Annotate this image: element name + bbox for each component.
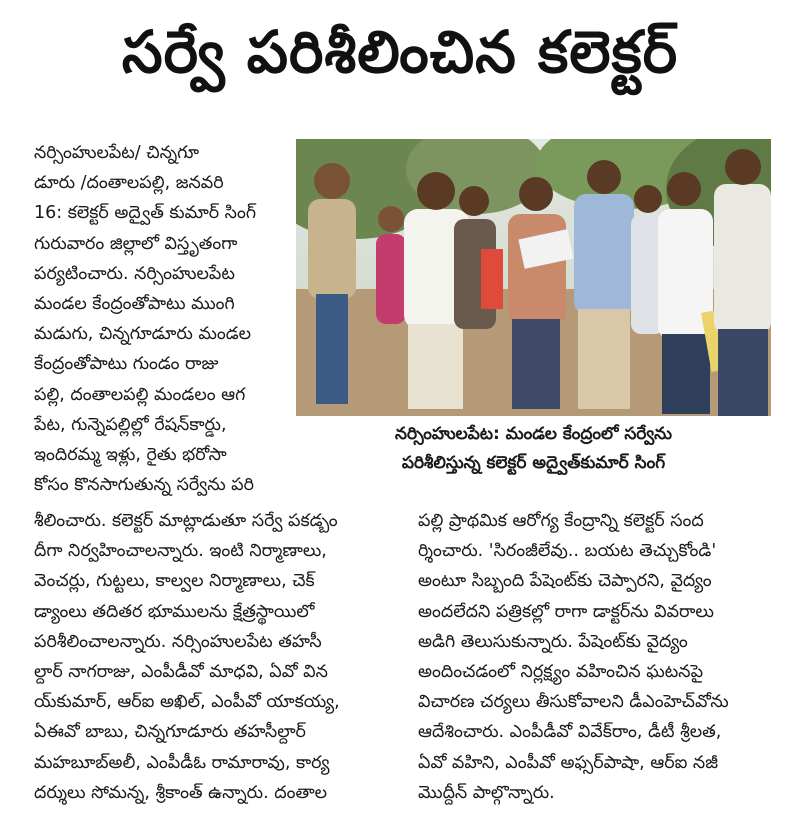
article-line: ర్శించారు. 'సిరంజీలేవు.. బయట తెచ్చుకోండి' [418,541,717,562]
photo-illustration [296,139,771,416]
article-line: నర్సింహులపేట/ చిన్నగూ [34,143,200,163]
article-line: కేంద్రంతోపాటు గుండం రాజు [34,354,219,375]
article-column-top [34,138,284,500]
article-line: పేట, గున్నెపల్లిల్లో రేషన్‌కార్డు, [34,414,227,435]
article-line: మండల కేంద్రంతోపాటు ముంగి [34,294,235,315]
article-line: 16: కలెక్టర్ అద్వైత్ కుమార్ సింగ్ [34,203,257,224]
article-line: డూరు /దంతాలపల్లి, జనవరి [34,173,224,194]
news-photo [296,139,771,416]
caption-line-1: నర్సింహులపేట: మండల కేంద్రంలో సర్వేను [395,424,672,444]
article-column-left [34,506,404,808]
article-line: పరిశీలించాలన్నారు. నర్సింహులపేట తహసీ [34,631,322,652]
article-line: య్‌కుమార్, ఆర్‌ఐ అఖిల్, ఎంపీవో యాకయ్య, [34,692,340,713]
article-line: దర్శులు సోమన్న, శ్రీకాంత్ ఉన్నారు. దంతాల [34,782,327,803]
article-line: డ్యాంలు తదితర భూములను క్షేత్రస్థాయిలో [34,601,315,622]
article-line: పల్లి, దంతాలపల్లి మండలం ఆగ [34,384,246,405]
article-line: గురువారం జిల్లాలో విస్తృతంగా [34,233,238,254]
article-line: పల్లి ప్రాథమిక ఆరోగ్య కేంద్రాన్ని కలెక్టర్ సంద [418,511,704,531]
article-line: అడిగి తెలుసుకున్నారు. పేషెంట్‌కు వైద్యం [418,631,688,652]
article-line: శీలించారు. కలెక్టర్ మాట్లాడుతూ సర్వే పకడ్బం [34,511,338,531]
article-line: ఆదేశించారు. ఎంపీడీవో వివేక్‌రాం, డీటీ శ్రీలత, [418,722,722,743]
article-line: ఏవో వహిని, ఎంపీవో అఫ్సర్‌పాషా, ఆర్‌ఐ నజీ [418,752,718,773]
article-line: ఇందిరమ్మ ఇళ్లు, రైతు భరోసా [34,445,227,466]
article-line: మడుగు, చిన్నగూడూరు మండల [34,324,252,345]
article-column-right [418,506,770,808]
article-line: దీగా నిర్వహించాలన్నారు. ఇంటి నిర్మాణాలు, [34,541,327,562]
article-line: అందలేదని పత్రికల్లో రాగా డాక్టర్‌ను వివరాలు [418,601,714,622]
caption-line-2: పరిశీలిస్తున్న కలెక్టర్ అద్వైత్‌కుమార్ సింగ్ [401,453,666,473]
article-line: ఏఈవో బాబు, చిన్నగూడూరు తహసీల్దార్ [34,722,306,743]
article-line: అంటూ సిబ్బంది పేషెంట్‌కు చెప్పారని, వైద్యం [418,571,712,592]
article-line: పర్యటించారు. నర్సింహులపేట [34,263,235,284]
article-line: ల్దార్ నాగరాజు, ఎంపీడీవో మాధవి, ఏవో విన [34,662,328,683]
headline: సర్వే పరిశీలించిన కలెక్టర్ [121,17,679,86]
article-line: మొద్దీన్ పాల్గొన్నారు. [418,782,555,803]
article-line: అందించడంలో నిర్లక్ష్యం వహించిన ఘటనపై [418,662,704,683]
article-line: కోసం కొనసాగుతున్న సర్వేను పరి [34,475,255,496]
article-line: వెంచర్లు, గుట్టలు, కాల్వల నిర్మాణాలు, చెక్ [34,571,315,592]
photo-caption [296,420,771,478]
article-line: మహబూబ్‌అలీ, ఎంపీడీఓ రామారావు, కార్య [34,752,330,773]
article-line: విచారణ చర్యలు తీసుకోవాలని డీఎంహెచ్‌వోను [418,692,729,713]
